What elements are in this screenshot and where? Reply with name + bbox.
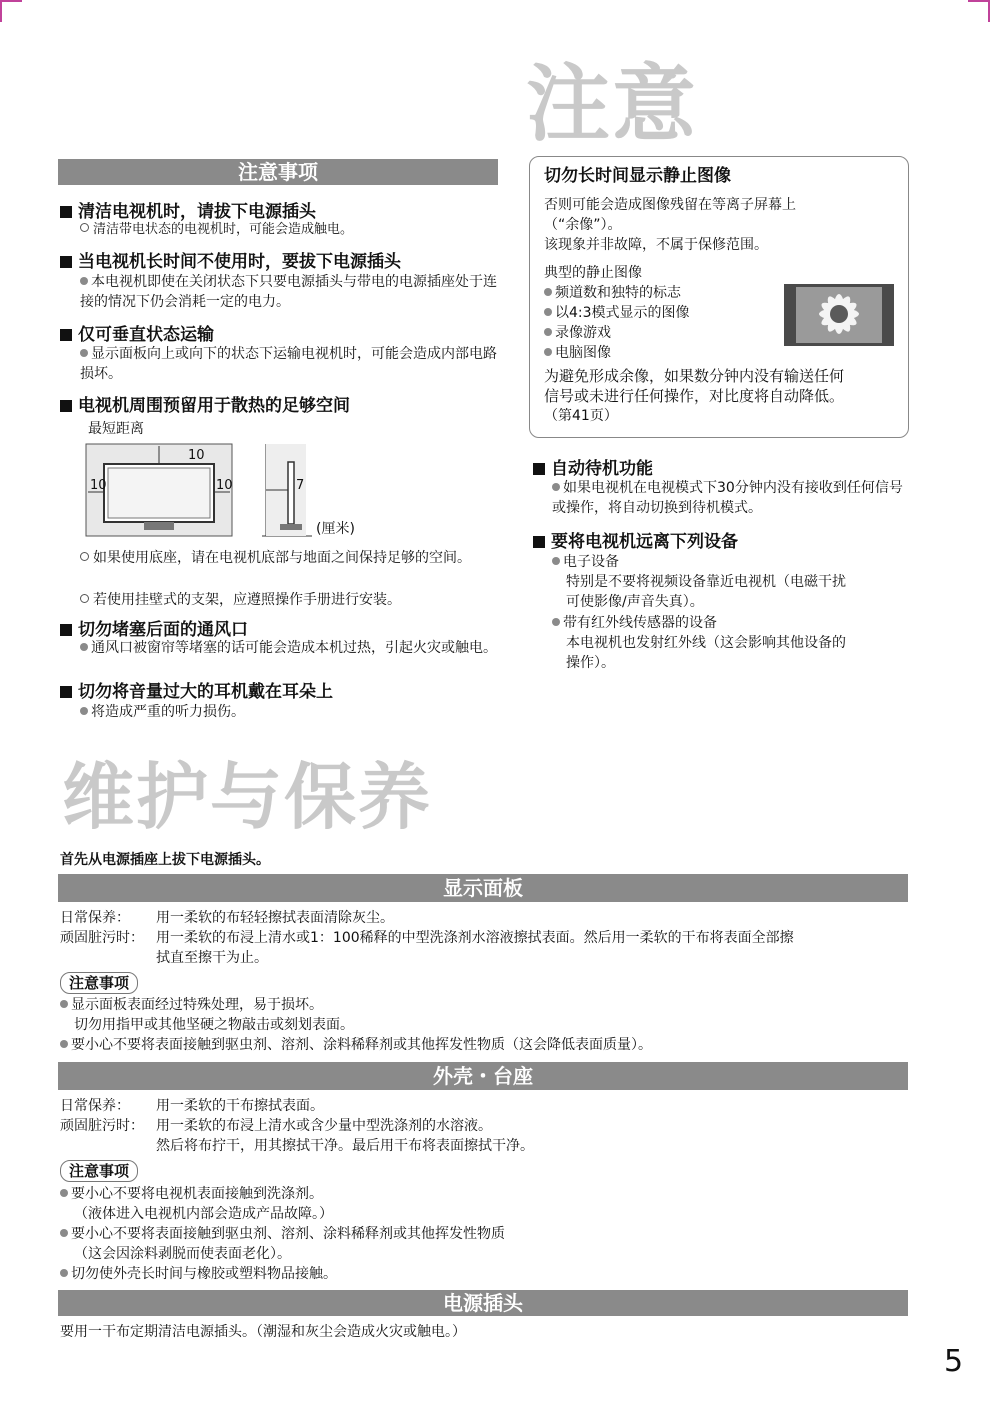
- section-bar-cabinet: 外壳・台座: [58, 1062, 908, 1090]
- dirty-label: 顽固脏污时：: [60, 930, 144, 946]
- heading-space: 电视机周围预留用于散热的足够空间: [60, 391, 350, 416]
- caution-label: 注意事项: [60, 1160, 138, 1182]
- list-item: 清洁带电状态的电视机时，可能会造成触电。: [80, 220, 353, 240]
- daily-label: 日常保养：: [60, 910, 130, 926]
- section-bar-panel: 显示面板: [58, 874, 908, 902]
- list-item-text: 操作）。: [566, 655, 615, 671]
- caution-label: 注意事项: [60, 972, 138, 994]
- page-number: 5: [944, 1344, 964, 1379]
- unit-label: (厘米): [316, 521, 355, 537]
- daily-text: 用一柔软的干布擦拭表面。: [156, 1098, 324, 1114]
- list-item-text: 本电视机也发射红外线（这会影响其他设备的: [566, 635, 846, 651]
- clearance-right: 10: [216, 478, 233, 493]
- clearance-back: 7: [296, 478, 305, 493]
- crop-mark: [968, 0, 990, 2]
- list-item: 如果电视机在电视模式下30分钟内没有接收到任何信号或操作，将自动切换到待机模式。: [552, 480, 903, 516]
- still-desc-line: 否则可能会造成图像残留在等离子屏幕上: [544, 197, 796, 213]
- still-footer-line: （第41页）: [544, 408, 618, 424]
- list-item: 要小心不要将表面接触到驱虫剂、溶剂、涂料稀释剂或其他挥发性物质: [60, 1224, 505, 1244]
- list-item-text: 可使影像/声音失真）。: [566, 594, 704, 610]
- heading-vertical: 仅可垂直状态运输: [60, 320, 214, 345]
- still-footer-line: 信号或未进行任何操作，对比度将自动降低。: [544, 387, 845, 405]
- daily-text: 用一柔软的布轻轻擦拭表面清除灰尘。: [156, 910, 394, 926]
- list-item: 要小心不要将表面接触到驱虫剂、溶剂、涂料稀释剂或其他挥发性物质（这会降低表面质量）。: [60, 1035, 652, 1055]
- list-item: 若使用挂壁式的支架，应遵照操作手册进行安装。: [80, 590, 401, 610]
- list-item-text: （液体进入电视机内部会造成产品故障。）: [74, 1206, 333, 1222]
- list-item: 如果使用底座，请在电视机底部与地面之间保持足够的空间。: [80, 548, 500, 568]
- heading-unused: 当电视机长时间不使用时，要拔下电源插头: [60, 247, 401, 272]
- list-item: 要小心不要将电视机表面接触到洗涤剂。: [60, 1184, 323, 1204]
- page-title: 注意: [526, 55, 699, 153]
- clearance-left: 10: [90, 478, 107, 493]
- dirty-text: 然后将布拧干，用其擦拭干净。最后用干布将表面擦拭干净。: [156, 1138, 534, 1154]
- list-item: 频道数和独特的标志: [544, 283, 681, 303]
- list-item: 显示面板向上或向下的状态下运输电视机时，可能会造成内部电路损坏。: [80, 346, 497, 382]
- list-item: 带有红外线传感器的设备: [552, 613, 717, 633]
- heading-keep-away: 要将电视机远离下列设备: [533, 527, 738, 552]
- maintenance-title: 维护与保养: [62, 755, 433, 839]
- list-item: 切勿使外壳长时间与橡胶或塑料物品接触。: [60, 1264, 337, 1284]
- list-item: 通风口被窗帘等堵塞的话可能会造成本机过热，引起火灾或触电。: [80, 638, 500, 658]
- crop-mark: [0, 0, 2, 22]
- list-item: 显示面板表面经过特殊处理，易于损坏。: [60, 995, 323, 1015]
- heading-clean: 清洁电视机时，请拔下电源插头: [60, 197, 316, 222]
- dirty-text: 用一柔软的布浸上清水或1：100稀释的中型洗涤剂水溶液擦拭表面。然后用一柔软的干布将表面全部擦: [156, 930, 794, 946]
- section-bar-notes: 注意事项: [58, 159, 498, 185]
- list-item: 录像游戏: [544, 323, 611, 343]
- still-desc-line: 该现象并非故障，不属于保修范围。: [544, 237, 768, 253]
- still-footer-line: 为避免形成余像，如果数分钟内没有输送任何: [544, 367, 845, 385]
- daily-label: 日常保养：: [60, 1098, 130, 1114]
- min-distance-label: 最短距离: [88, 421, 144, 437]
- clearance-top: 10: [188, 448, 205, 463]
- heading-vent: 切勿堵塞后面的通风口: [60, 615, 248, 640]
- crop-mark: [0, 0, 22, 2]
- dirty-label: 顽固脏污时：: [60, 1118, 144, 1134]
- list-item: 将造成严重的听力损伤。: [80, 702, 245, 722]
- still-desc-line: （“余像”）。: [544, 217, 622, 233]
- still-image-title: 切勿长时间显示静止图像: [544, 166, 731, 186]
- heading-auto-standby: 自动待机功能: [533, 454, 653, 479]
- still-image-example-picture: [784, 284, 894, 346]
- list-item-text: 切勿用指甲或其他坚硬之物敲击或刻划表面。: [74, 1017, 354, 1033]
- list-item-text: （这会因涂料剥脱而使表面老化）。: [74, 1246, 291, 1262]
- list-item: 以4:3模式显示的图像: [544, 303, 690, 323]
- heading-earphone: 切勿将音量过大的耳机戴在耳朵上: [60, 677, 333, 702]
- plug-text: 要用一干布定期清洁电源插头。（潮湿和灰尘会造成火灾或触电。）: [60, 1324, 466, 1340]
- list-item-text: 特别是不要将视频设备靠近电视机（电磁干扰: [566, 574, 846, 590]
- section-bar-plug: 电源插头: [58, 1290, 908, 1316]
- list-item: 电脑图像: [544, 343, 611, 363]
- dirty-text: 拭直至擦干为止。: [156, 950, 268, 966]
- dirty-text: 用一柔软的布浸上清水或含少量中型洗涤剂的水溶液。: [156, 1118, 492, 1134]
- list-item: 电子设备: [552, 552, 619, 572]
- list-item: 本电视机即使在关闭状态下只要电源插头与带电的电源插座处于连接的情况下仍会消耗一定的电力。: [80, 274, 497, 310]
- typical-label: 典型的静止图像: [544, 265, 642, 281]
- maintenance-intro: 首先从电源插座上拔下电源插头。: [60, 852, 270, 868]
